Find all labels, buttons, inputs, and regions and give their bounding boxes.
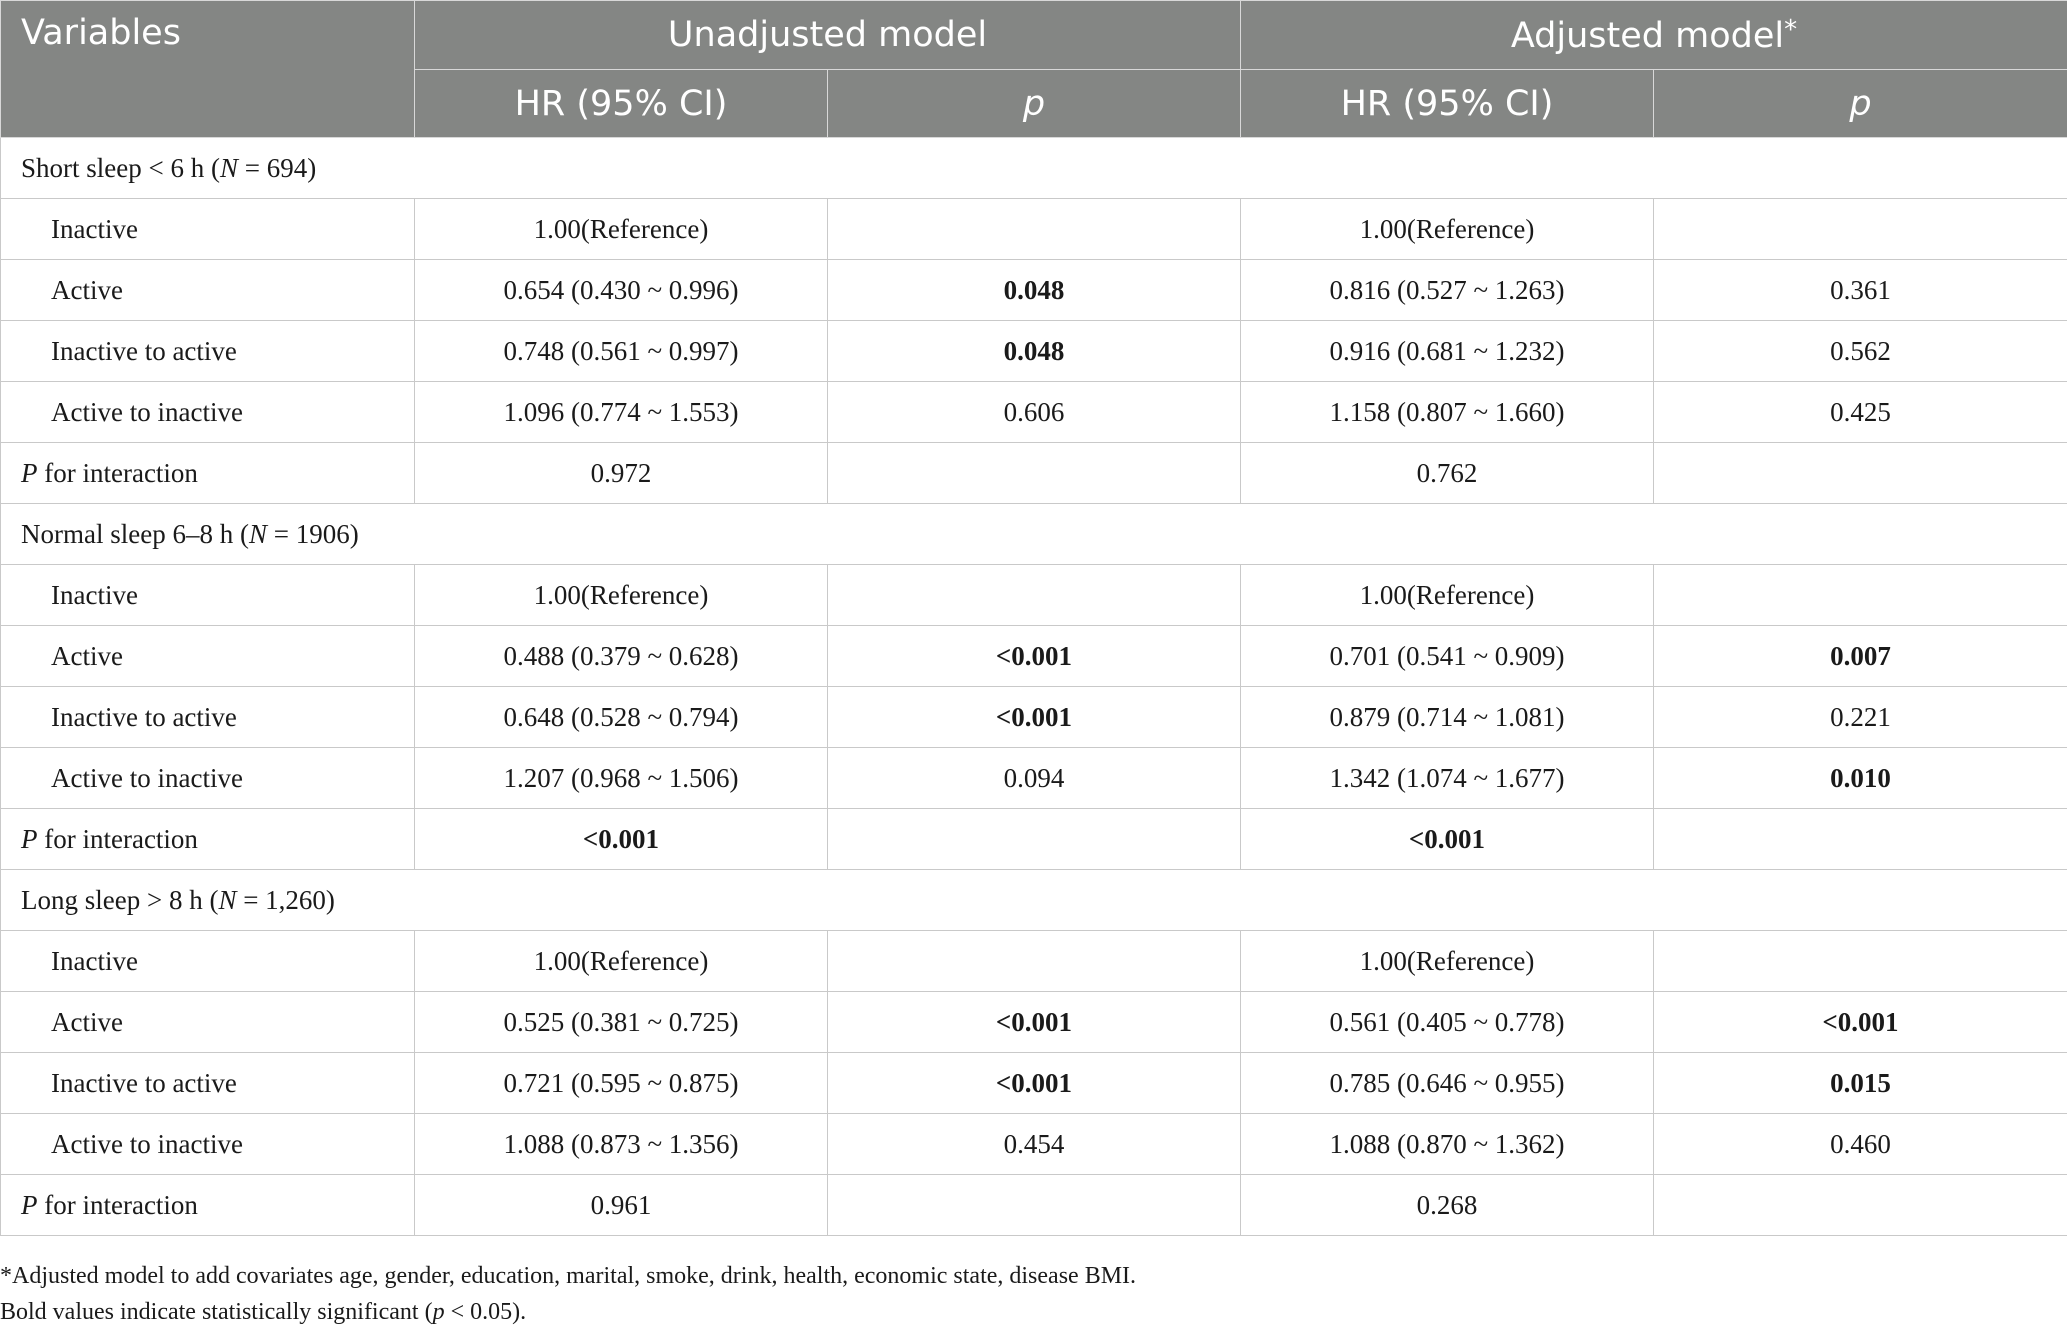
section-header-row xyxy=(1,870,2067,931)
table-row xyxy=(1,1053,2067,1114)
footnote-bold-text-post: < 0.05). xyxy=(444,1299,527,1325)
interaction-label-p: P xyxy=(21,1189,38,1220)
section-title xyxy=(1,138,2067,199)
unadjusted-p-cell xyxy=(828,565,1241,626)
row-label: Active to inactive xyxy=(1,1114,415,1175)
unadjusted-p-cell: <0.001 xyxy=(828,992,1241,1053)
interaction-label xyxy=(1,809,415,870)
row-label: Inactive to active xyxy=(1,321,415,382)
table-body xyxy=(1,138,2067,1236)
unadjusted-model-header: Unadjusted model xyxy=(415,1,1241,70)
interaction-row xyxy=(1,443,2067,504)
adjusted-model-label: Adjusted model xyxy=(1510,15,1785,56)
adjusted-p-cell: 0.221 xyxy=(1654,687,2067,748)
row-label: Inactive xyxy=(1,565,415,626)
adjusted-interaction-p: <0.001 xyxy=(1241,809,1654,870)
unadjusted-p-cell: <0.001 xyxy=(828,626,1241,687)
adjusted-interaction-empty xyxy=(1654,443,2067,504)
section-title-n: N xyxy=(219,152,238,183)
row-label: Inactive to active xyxy=(1,687,415,748)
adjusted-p-header: p xyxy=(1654,70,2067,138)
row-label: Inactive xyxy=(1,931,415,992)
section-title-text: Short sleep < 6 h ( xyxy=(21,152,220,183)
unadjusted-p-cell: <0.001 xyxy=(828,1053,1241,1114)
footnote-adjusted-covariates: *Adjusted model to add covariates age, gender, education, marital, smoke, drink, health, economic state, disease BMI. xyxy=(0,1263,1137,1289)
unadjusted-p-cell xyxy=(828,931,1241,992)
table-row xyxy=(1,382,2067,443)
unadjusted-p-cell: 0.048 xyxy=(828,260,1241,321)
unadjusted-hr-cell: 1.00(Reference) xyxy=(415,199,828,260)
variables-header: Variables xyxy=(1,1,415,138)
unadjusted-hr-cell: 0.654 (0.430 ~ 0.996) xyxy=(415,260,828,321)
unadjusted-p-cell: 0.048 xyxy=(828,321,1241,382)
adjusted-hr-header: HR (95% CI) xyxy=(1241,70,1654,138)
adjusted-hr-cell: 0.785 (0.646 ~ 0.955) xyxy=(1241,1053,1654,1114)
adjusted-interaction-p: 0.268 xyxy=(1241,1175,1654,1236)
unadjusted-p-cell: 0.094 xyxy=(828,748,1241,809)
unadjusted-p-cell: 0.454 xyxy=(828,1114,1241,1175)
adjusted-p-cell: 0.361 xyxy=(1654,260,2067,321)
unadjusted-hr-cell: 0.648 (0.528 ~ 0.794) xyxy=(415,687,828,748)
interaction-label-text: for interaction xyxy=(37,823,198,854)
section-title-n: N xyxy=(248,518,267,549)
adjusted-hr-cell: 1.342 (1.074 ~ 1.677) xyxy=(1241,748,1654,809)
adjusted-model-header xyxy=(1241,1,2067,70)
adjusted-hr-cell: 0.561 (0.405 ~ 0.778) xyxy=(1241,992,1654,1053)
row-label: Inactive to active xyxy=(1,1053,415,1114)
section-title-n: N xyxy=(218,884,237,915)
unadjusted-hr-cell: 0.748 (0.561 ~ 0.997) xyxy=(415,321,828,382)
unadjusted-interaction-empty xyxy=(828,809,1241,870)
adjusted-hr-cell: 1.00(Reference) xyxy=(1241,931,1654,992)
unadjusted-p-cell: 0.606 xyxy=(828,382,1241,443)
section-title-count: = 694) xyxy=(237,152,317,183)
interaction-label-text: for interaction xyxy=(37,1189,198,1220)
unadjusted-p-cell xyxy=(828,199,1241,260)
adjusted-p-cell: 0.460 xyxy=(1654,1114,2067,1175)
footnote-bold-p: p xyxy=(432,1299,445,1325)
adjusted-p-cell xyxy=(1654,931,2067,992)
section-header-row xyxy=(1,504,2067,565)
adjusted-p-cell xyxy=(1654,565,2067,626)
row-label: Active xyxy=(1,626,415,687)
unadjusted-hr-cell: 1.00(Reference) xyxy=(415,565,828,626)
table-row xyxy=(1,626,2067,687)
adjusted-p-cell: 0.010 xyxy=(1654,748,2067,809)
adjusted-interaction-empty xyxy=(1654,1175,2067,1236)
table-header xyxy=(1,1,2067,138)
section-title-count: = 1,260) xyxy=(236,884,335,915)
adjusted-p-cell xyxy=(1654,199,2067,260)
footnote-bold-text-pre: Bold values indicate statistically significant ( xyxy=(0,1299,433,1325)
unadjusted-hr-cell: 1.00(Reference) xyxy=(415,931,828,992)
adjusted-p-cell: 0.562 xyxy=(1654,321,2067,382)
adjusted-hr-cell: 1.00(Reference) xyxy=(1241,199,1654,260)
interaction-label-p: P xyxy=(21,457,38,488)
row-label: Active to inactive xyxy=(1,382,415,443)
unadjusted-interaction-empty xyxy=(828,443,1241,504)
header-row-models xyxy=(1,1,2067,70)
unadjusted-interaction-p: 0.961 xyxy=(415,1175,828,1236)
row-label: Active xyxy=(1,260,415,321)
table-row xyxy=(1,931,2067,992)
unadjusted-interaction-p: 0.972 xyxy=(415,443,828,504)
unadjusted-hr-cell: 1.096 (0.774 ~ 1.553) xyxy=(415,382,828,443)
interaction-label-text: for interaction xyxy=(37,457,198,488)
unadjusted-hr-header: HR (95% CI) xyxy=(415,70,828,138)
section-title-count: = 1906) xyxy=(266,518,359,549)
unadjusted-interaction-p: <0.001 xyxy=(415,809,828,870)
row-label: Active to inactive xyxy=(1,748,415,809)
section-title-text: Long sleep > 8 h ( xyxy=(21,884,219,915)
unadjusted-interaction-empty xyxy=(828,1175,1241,1236)
table-row xyxy=(1,687,2067,748)
table-row xyxy=(1,260,2067,321)
adjusted-model-footnote-mark: * xyxy=(1784,14,1798,45)
unadjusted-hr-cell: 1.088 (0.873 ~ 1.356) xyxy=(415,1114,828,1175)
adjusted-hr-cell: 0.816 (0.527 ~ 1.263) xyxy=(1241,260,1654,321)
table-row xyxy=(1,199,2067,260)
section-title-text: Normal sleep 6–8 h ( xyxy=(21,518,249,549)
table-footnotes xyxy=(0,1258,1136,1330)
interaction-row xyxy=(1,809,2067,870)
adjusted-hr-cell: 1.00(Reference) xyxy=(1241,565,1654,626)
table-row xyxy=(1,321,2067,382)
unadjusted-hr-cell: 1.207 (0.968 ~ 1.506) xyxy=(415,748,828,809)
unadjusted-p-header: p xyxy=(828,70,1241,138)
section-header-row xyxy=(1,138,2067,199)
row-label: Inactive xyxy=(1,199,415,260)
adjusted-interaction-empty xyxy=(1654,809,2067,870)
section-title xyxy=(1,870,2067,931)
unadjusted-hr-cell: 0.488 (0.379 ~ 0.628) xyxy=(415,626,828,687)
adjusted-hr-cell: 0.916 (0.681 ~ 1.232) xyxy=(1241,321,1654,382)
interaction-label xyxy=(1,443,415,504)
unadjusted-hr-cell: 0.525 (0.381 ~ 0.725) xyxy=(415,992,828,1053)
adjusted-hr-cell: 0.879 (0.714 ~ 1.081) xyxy=(1241,687,1654,748)
unadjusted-hr-cell: 0.721 (0.595 ~ 0.875) xyxy=(415,1053,828,1114)
footnote-bold-values xyxy=(0,1294,1136,1330)
table-row xyxy=(1,565,2067,626)
interaction-row xyxy=(1,1175,2067,1236)
section-title xyxy=(1,504,2067,565)
table-row xyxy=(1,992,2067,1053)
table-row xyxy=(1,748,2067,809)
adjusted-interaction-p: 0.762 xyxy=(1241,443,1654,504)
adjusted-hr-cell: 0.701 (0.541 ~ 0.909) xyxy=(1241,626,1654,687)
adjusted-hr-cell: 1.088 (0.870 ~ 1.362) xyxy=(1241,1114,1654,1175)
adjusted-p-cell: 0.015 xyxy=(1654,1053,2067,1114)
adjusted-hr-cell: 1.158 (0.807 ~ 1.660) xyxy=(1241,382,1654,443)
table-row xyxy=(1,1114,2067,1175)
interaction-label xyxy=(1,1175,415,1236)
adjusted-p-cell: 0.425 xyxy=(1654,382,2067,443)
row-label: Active xyxy=(1,992,415,1053)
unadjusted-p-cell: <0.001 xyxy=(828,687,1241,748)
interaction-label-p: P xyxy=(21,823,38,854)
adjusted-p-cell: <0.001 xyxy=(1654,992,2067,1053)
adjusted-p-cell: 0.007 xyxy=(1654,626,2067,687)
